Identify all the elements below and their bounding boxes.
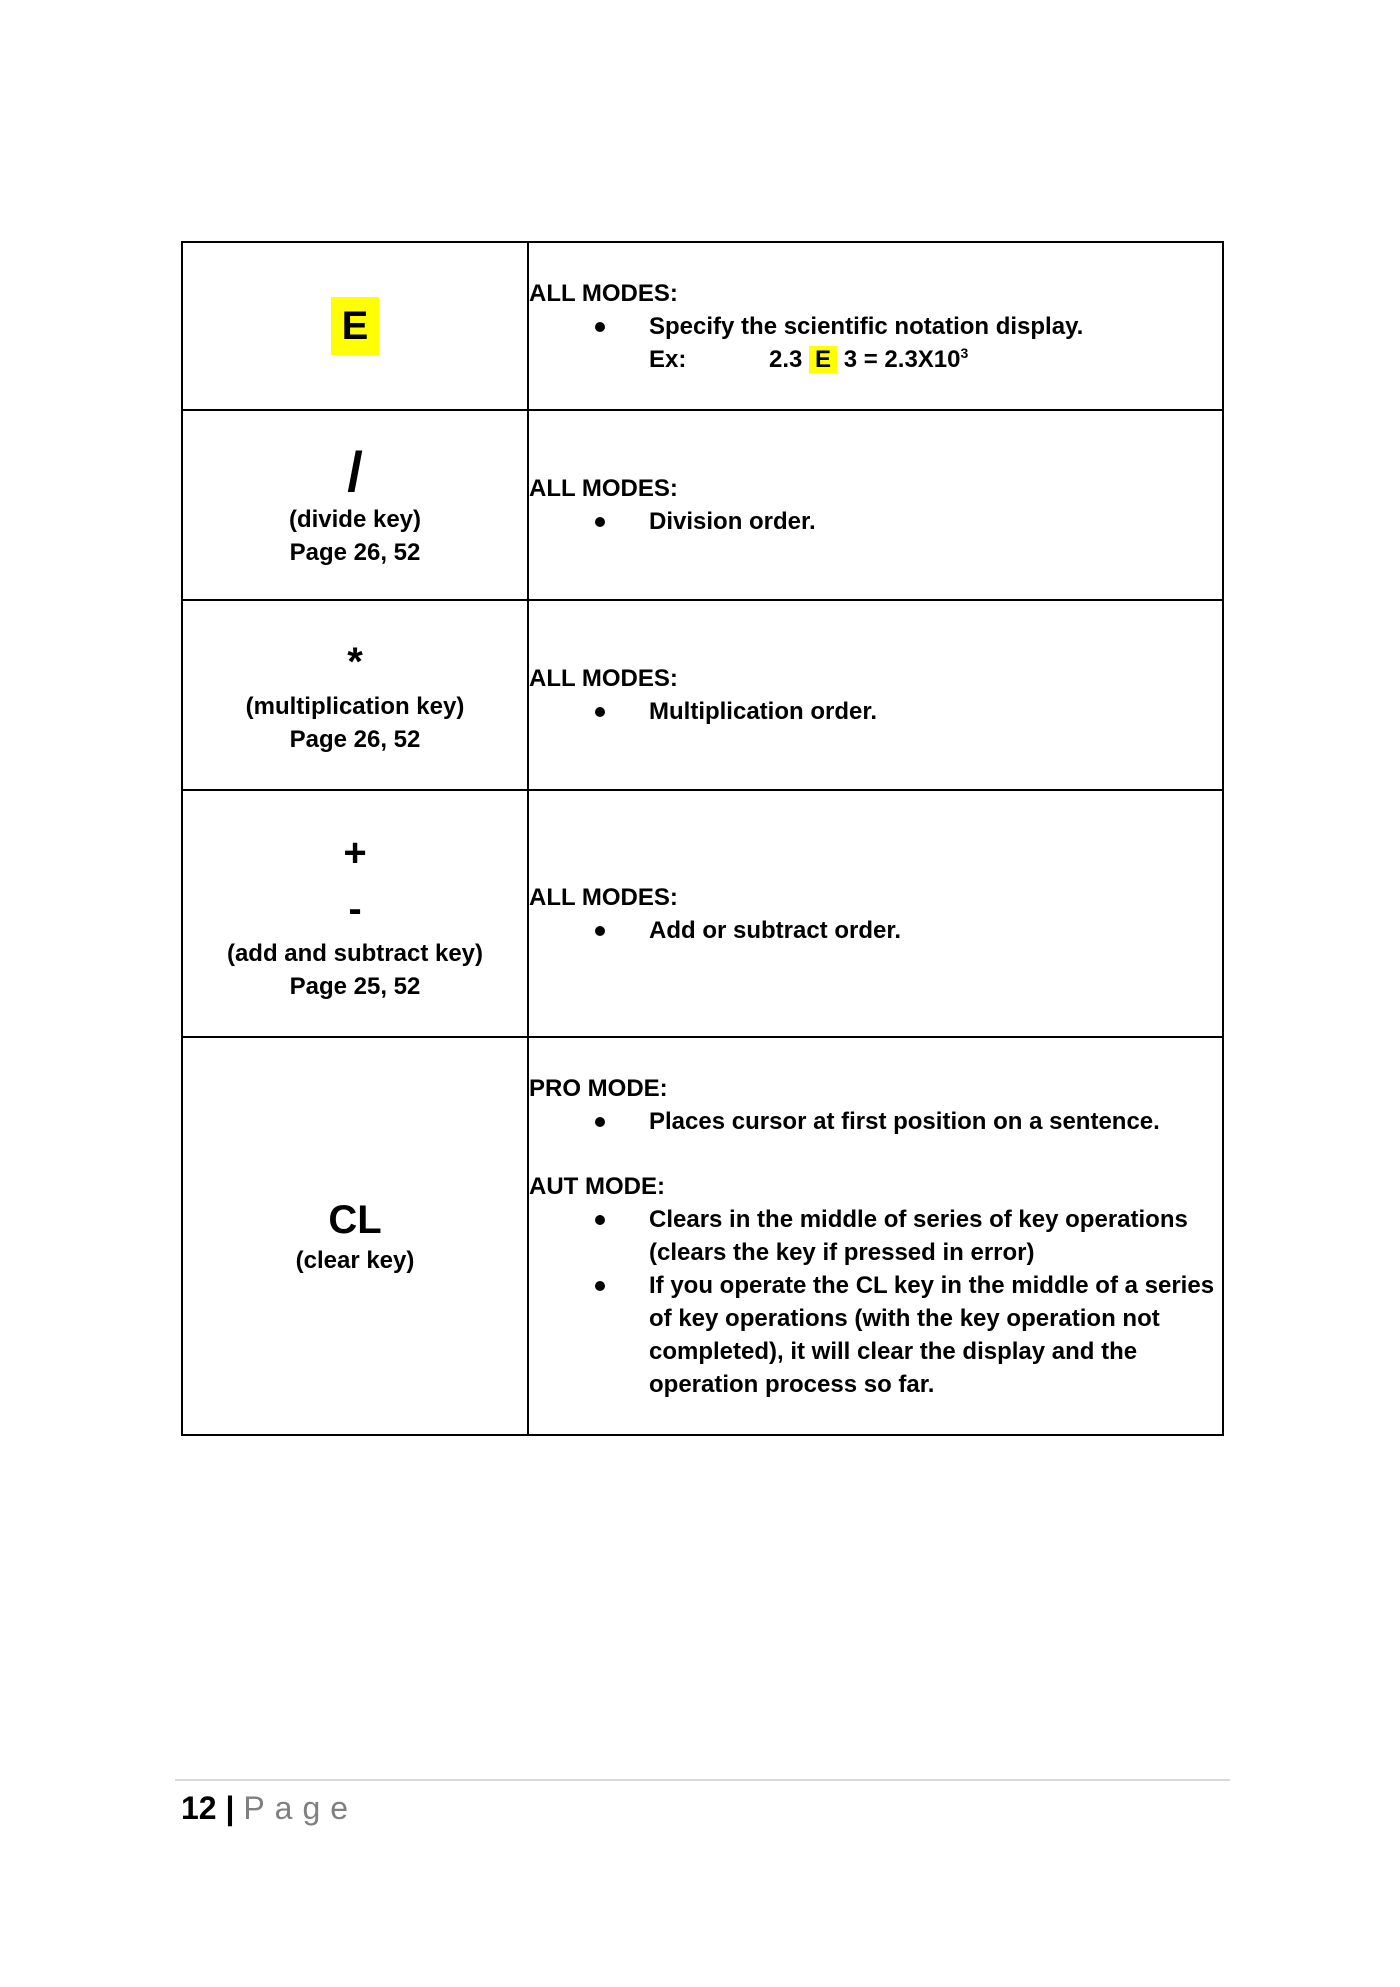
key-name: (multiplication key) bbox=[245, 693, 465, 720]
page-word: Page bbox=[243, 1790, 359, 1826]
key-name: (add and subtract key) bbox=[226, 939, 484, 967]
bullet-list bbox=[529, 914, 1222, 947]
page-reference: Page 26, 52 bbox=[289, 539, 421, 566]
footer-divider bbox=[175, 1779, 1230, 1781]
key-name: (clear key) bbox=[295, 1246, 415, 1274]
bullet-list bbox=[529, 310, 1222, 376]
example-after: 3 = 2.3X10 bbox=[843, 345, 961, 373]
description-cell bbox=[528, 600, 1223, 790]
table-row bbox=[182, 600, 1223, 790]
example-label: Ex: bbox=[649, 345, 687, 373]
list-item: Places cursor at first position on a sentence. bbox=[529, 1105, 1222, 1138]
page-reference: Page 25, 52 bbox=[289, 972, 421, 1000]
key-cell bbox=[182, 600, 528, 790]
add-key-symbol: + bbox=[343, 830, 367, 875]
key-cell bbox=[182, 1037, 528, 1435]
bullet-list bbox=[529, 1203, 1222, 1401]
e-key-symbol: E bbox=[331, 297, 380, 355]
example-exponent: 3 bbox=[960, 344, 969, 361]
page-number: 12 bbox=[181, 1790, 217, 1826]
table-row bbox=[182, 790, 1223, 1037]
bullet-list bbox=[529, 695, 1222, 728]
example-before: 2.3 bbox=[769, 345, 803, 373]
bullet-list bbox=[529, 505, 1222, 538]
mode-heading-pro: PRO MODE: bbox=[529, 1074, 668, 1102]
list-item: Multiplication order. bbox=[529, 695, 1222, 728]
list-item: Add or subtract order. bbox=[529, 914, 1222, 947]
bullet-text: Specify the scientific notation display. bbox=[649, 312, 1084, 340]
table-row bbox=[182, 1037, 1223, 1435]
multiply-key-symbol: * bbox=[347, 640, 363, 684]
page-reference: Page 26, 52 bbox=[289, 726, 421, 753]
key-name: (divide key) bbox=[288, 506, 422, 533]
mode-heading: ALL MODES: bbox=[529, 475, 678, 502]
mode-heading: ALL MODES: bbox=[529, 279, 678, 307]
list-item bbox=[529, 310, 1222, 376]
list-item: If you operate the CL key in the middle of a series of key operations (with the key operation not completed), it will clear the display and the operation process so far. bbox=[529, 1269, 1222, 1401]
description-cell bbox=[528, 410, 1223, 600]
list-item: Division order. bbox=[529, 505, 1222, 538]
key-cell bbox=[182, 790, 528, 1037]
page-footer bbox=[181, 1786, 358, 1830]
mode-heading: ALL MODES: bbox=[529, 665, 678, 692]
key-cell bbox=[182, 410, 528, 600]
clear-key-symbol: CL bbox=[328, 1197, 382, 1242]
description-cell bbox=[528, 790, 1223, 1037]
mode-heading-aut: AUT MODE: bbox=[529, 1172, 665, 1200]
example-key: E bbox=[809, 346, 837, 373]
mode-heading: ALL MODES: bbox=[529, 883, 678, 911]
table-row bbox=[182, 242, 1223, 410]
footer-separator: | bbox=[225, 1790, 235, 1826]
list-item: Clears in the middle of series of key operations (clears the key if pressed in error) bbox=[529, 1203, 1222, 1269]
divide-key-symbol: / bbox=[347, 440, 363, 503]
key-reference-table bbox=[181, 241, 1224, 1436]
subtract-key-symbol: - bbox=[348, 886, 362, 931]
table-row bbox=[182, 410, 1223, 600]
key-cell bbox=[182, 242, 528, 410]
description-cell bbox=[528, 1037, 1223, 1435]
bullet-list bbox=[529, 1105, 1222, 1138]
description-cell bbox=[528, 242, 1223, 410]
